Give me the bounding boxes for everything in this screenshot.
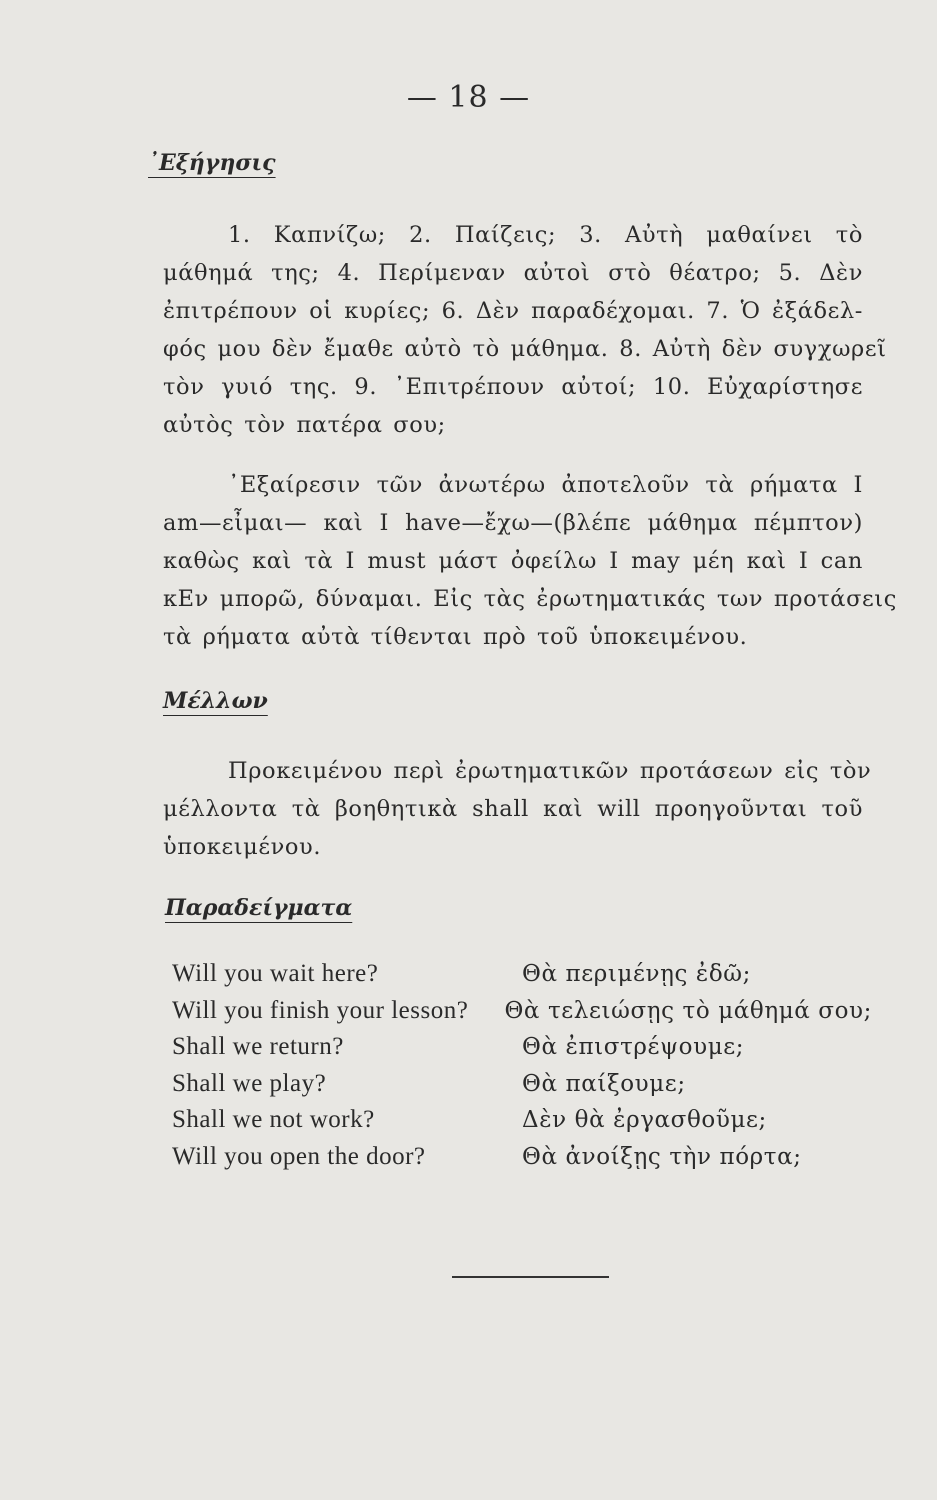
paragraph-line: Προκειμένου περὶ ἐρωτηματικῶν προτάσεων εἰς τὸν [228,758,872,784]
example-row [172,1106,872,1143]
paragraph-line: τὸν γυιό της. 9. ᾿Επιτρέπουν αὐτοί; 10. Εὐχαρίστησε [163,374,863,400]
mellon-paragraph [163,752,872,866]
example-row [172,1143,872,1180]
examples-table [172,960,872,1179]
paragraph-line: 1. Καπνίζω; 2. Παίζεις; 3. Αὐτὴ μαθαίνει τὸ [228,222,863,248]
example-row [172,1033,872,1070]
paragraph-line: μέλλοντα τὰ βοηθητικὰ shall καὶ will προηγοῦνται τοῦ [163,796,863,822]
example-english: Shall we return? [172,1033,344,1060]
example-english: Will you wait here? [172,960,379,987]
example-english: Will you finish your lesson? [172,996,469,1024]
page-number: — 18 — [406,80,531,115]
paragraph-line: ᾿Εξαίρεσιν τῶν ἀνωτέρω ἀποτελοῦν τὰ ρήματα I [228,472,863,498]
paragraph-line: καθὼς καὶ τὰ I must μάστ ὀφείλω I may μέη καὶ I can [163,548,863,574]
paragraph-line: μάθημά της; 4. Περίμεναν αὐτοὶ στὸ θέατρο; 5. Δὲν [163,260,863,286]
example-row [172,997,872,1034]
example-english: Shall we play? [172,1069,327,1097]
section-heading-mellon: Μέλλων [163,688,268,714]
paragraph-line: am—εἶμαι— καὶ I have—ἔχω—(βλέπε μάθημα πέμπτον) [163,510,863,536]
example-english: Shall we not work? [172,1106,375,1133]
paragraph-line: κΕν μπορῶ, δύναμαι. Εἰς τὰς ἐρωτηματικάς των προτάσεις [163,586,897,612]
paragraph-line: τὰ ρήματα αὐτὰ τίθενται πρὸ τοῦ ὑποκειμένου. [163,624,748,650]
example-row [172,960,872,997]
closing-rule [452,1276,609,1278]
example-greek: Θὰ τελειώσῃς τὸ μάθημά σου; [504,997,872,1024]
example-greek: Θὰ παίξουμε; [522,1070,686,1097]
example-english: Will you open the door? [172,1142,426,1170]
example-greek: Θὰ ἐπιστρέψουμε; [522,1034,745,1060]
paragraph-line: ὑποκειμένου. [163,834,322,860]
paragraph-line: αὐτὸς τὸν πατέρα σου; [163,412,446,438]
example-row [172,1070,872,1107]
section-heading-examples: Παραδείγματα [165,895,353,921]
example-greek: Θὰ ἀνοίξῃς τὴν πόρτα; [522,1143,802,1170]
example-greek: Θὰ περιμένῃς ἐδῶ; [522,961,751,987]
exception-paragraph [163,466,897,656]
paragraph-line: φός μου δὲν ἔμαθε αὐτὸ τὸ μάθημα. 8. Αὐτὴ δὲν συγχωρεῖ [163,336,887,362]
example-greek: Δὲν θὰ ἐργασθοῦμε; [522,1107,767,1133]
paragraph-line: ἐπιτρέπουν οἱ κυρίες; 6. Δὲν παραδέχομαι. 7. Ὁ ἐξάδελ- [163,298,863,324]
answers-paragraph [163,216,887,444]
section-heading-exegesis: ᾿Εξήγησις [148,150,276,176]
